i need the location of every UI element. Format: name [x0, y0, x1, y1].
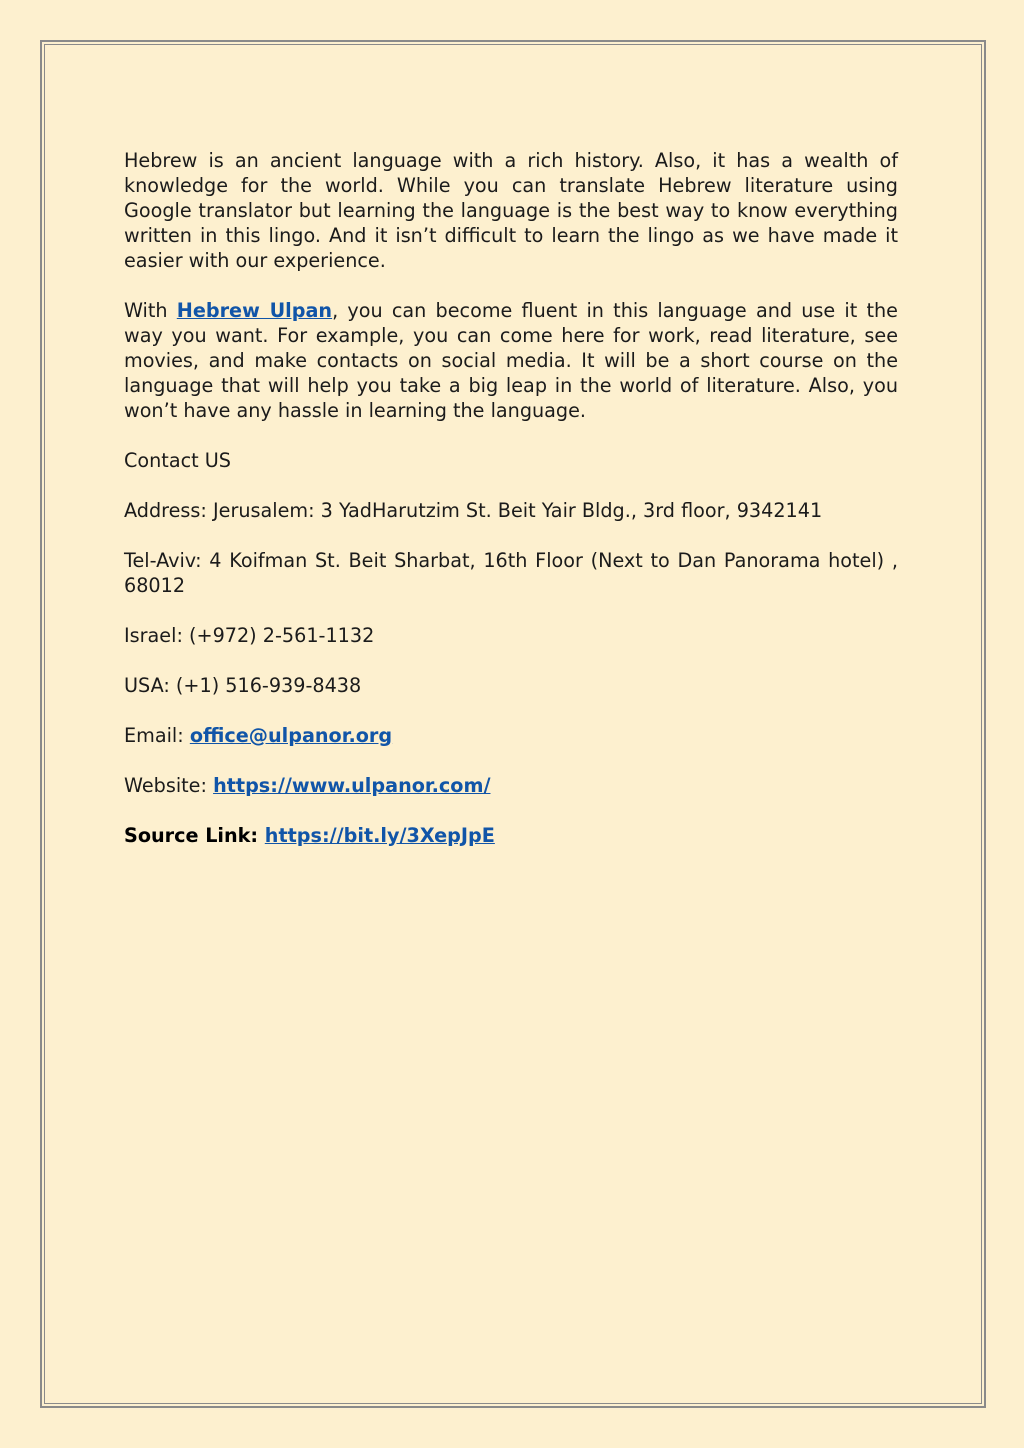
- intro-paragraph: Hebrew is an ancient language with a rich history. Also, it has a wealth of knowledge for the world. While you can translate Hebrew literature using Google translator but learning the language is the best way to know everything written in this lingo. And it isn’t difficult to learn the lingo as we have made it easier with our experience.: [124, 149, 898, 272]
- website-line: [124, 773, 898, 798]
- source-line: [124, 823, 898, 848]
- website-link[interactable]: https://www.ulpanor.com/: [213, 774, 491, 797]
- source-label: Source Link:: [124, 824, 265, 847]
- ulpan-paragraph: [124, 298, 898, 423]
- email-line: [124, 723, 898, 748]
- telaviv-address: Tel-Aviv: 4 Koifman St. Beit Sharbat, 16th Floor (Next to Dan Panorama hotel) , 68012: [124, 549, 898, 597]
- source-link[interactable]: https://bit.ly/3XepJpE: [264, 824, 495, 847]
- ulpan-prefix: With: [124, 299, 177, 322]
- israel-phone: Israel: (+972) 2-561-1132: [124, 624, 375, 647]
- address-line: Address: Jerusalem: 3 YadHarutzim St. Beit Yair Bldg., 3rd floor, 9342141: [124, 499, 823, 522]
- contact-heading: Contact US: [124, 449, 231, 472]
- hebrew-ulpan-link[interactable]: Hebrew Ulpan: [176, 299, 333, 322]
- email-link[interactable]: office@ulpanor.org: [189, 724, 393, 747]
- email-label: Email:: [124, 724, 190, 747]
- usa-phone: USA: (+1) 516-939-8438: [124, 674, 362, 697]
- ulpan-rest: , you can become fluent in this language and use it the way you want. For example, you can come here for work, read literature, see movies, and make contacts on social media. It will be a short course on the language that will help you take a big leap in the world of literature. Also, you won’t have any hassle in learning the language.: [124, 299, 898, 422]
- document-body: [124, 148, 898, 873]
- website-label: Website:: [124, 774, 214, 797]
